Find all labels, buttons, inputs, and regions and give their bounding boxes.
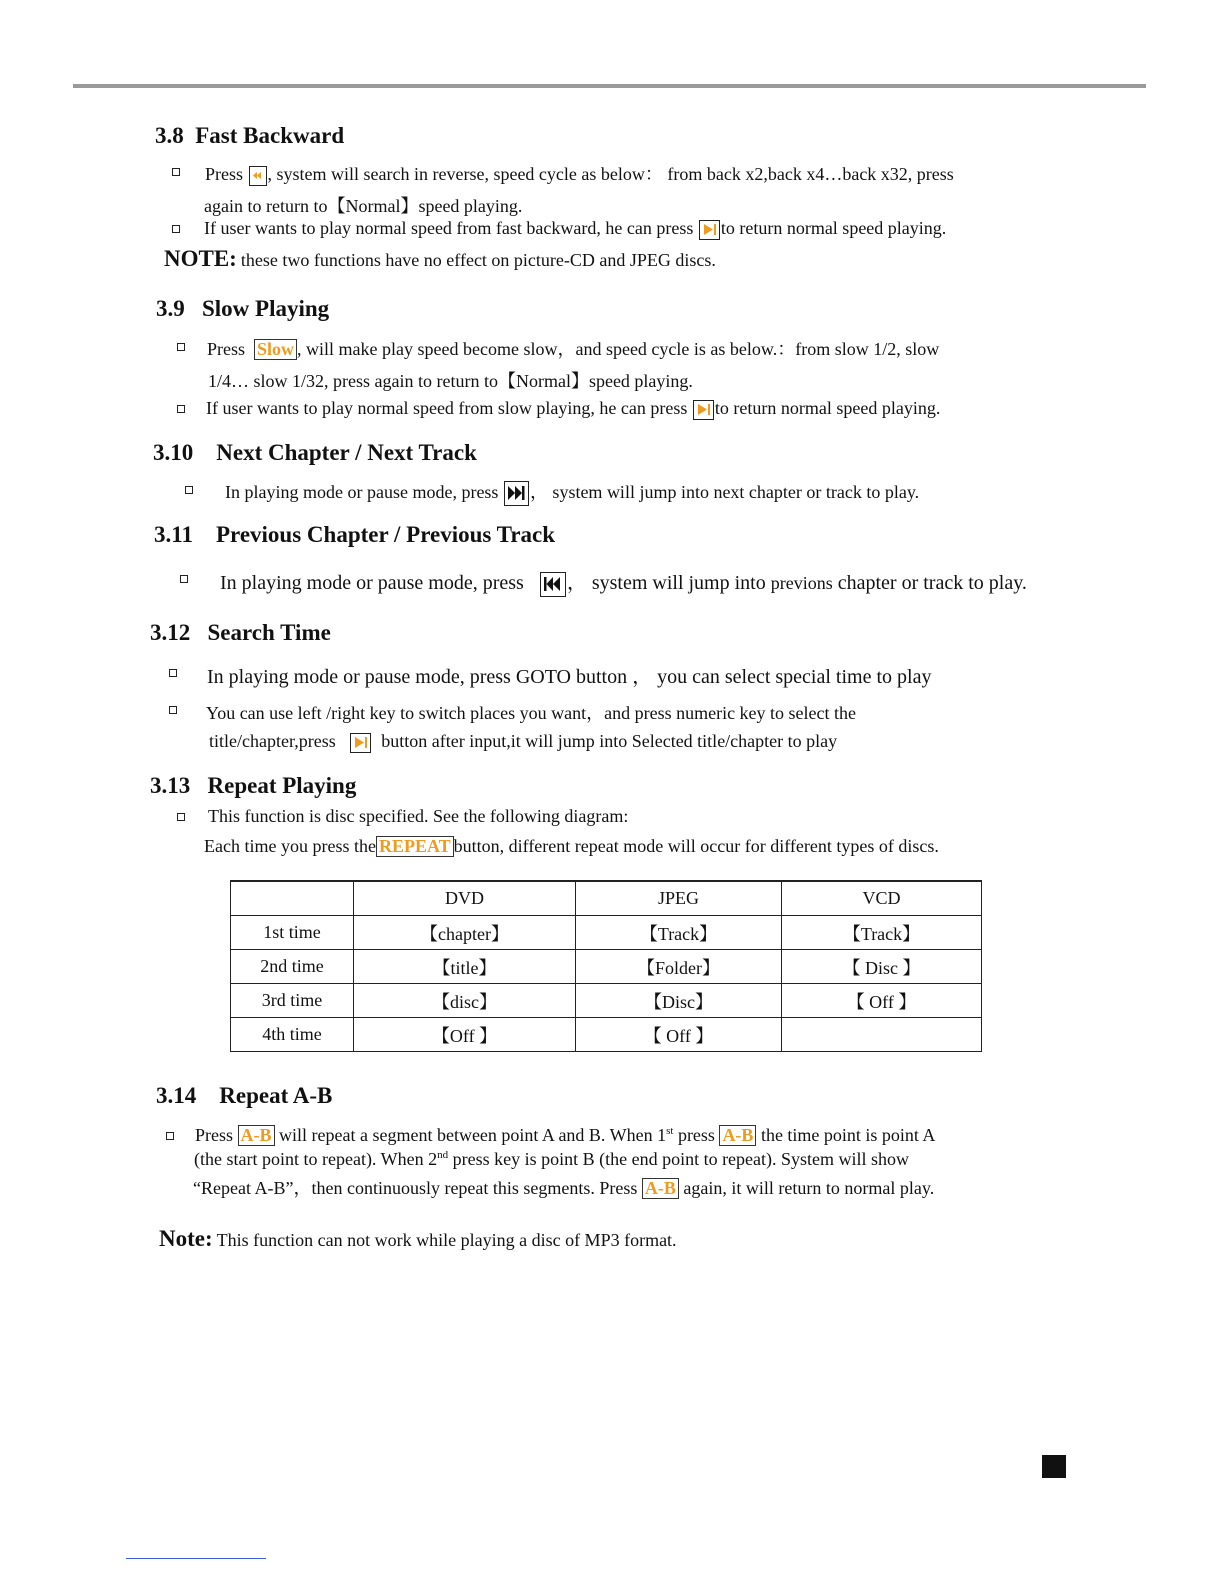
bullet-icon: [172, 225, 180, 233]
section-number: 3.8: [155, 123, 184, 148]
bullet-icon: [185, 486, 193, 494]
section-3-12-heading: 3.12 Search Time: [150, 620, 331, 645]
next-track-icon: [504, 481, 529, 506]
section-3-10-heading: 3.10 Next Chapter / Next Track: [153, 440, 477, 465]
section-3-11-heading: 3.11 Previous Chapter / Previous Track: [154, 522, 556, 547]
ab-key: A-B: [642, 1178, 679, 1199]
section-title: Fast Backward: [195, 123, 345, 148]
header-rule: [73, 84, 1146, 88]
slow-key: Slow: [254, 339, 297, 360]
s38-bullet2: If user wants to play normal speed from fast backward, he can press to return normal speed playing.: [204, 218, 947, 238]
s39-bullet1-line2: 1/4… slow 1/32, press again to return to【Normal】speed playing.: [208, 371, 693, 391]
previous-track-icon: [540, 572, 566, 597]
s312-bullet1: In playing mode or pause mode, press GOTO button ， you can select special time to play: [207, 666, 932, 688]
bullet-icon: [169, 669, 177, 677]
table-row: 1st time 【chapter】 【Track】 【Track】: [231, 916, 982, 950]
ab-key: A-B: [238, 1125, 275, 1146]
page-marker: [1042, 1455, 1066, 1478]
rewind-icon: [249, 166, 267, 186]
play-pause-icon: [699, 220, 720, 240]
table-row: 3rd time 【disc】 【Disc】 【 Off 】: [231, 984, 982, 1018]
repeat-mode-table: [230, 880, 982, 1052]
play-pause-icon: [350, 733, 371, 753]
s312-bullet2-line2: title/chapter,press button after input,it will jump into Selected title/chapter to play: [209, 731, 838, 751]
bullet-icon: [177, 343, 185, 351]
s39-bullet1: Press Slow , will make play speed become slow，and speed cycle is as below.：from slow 1/2, slow: [207, 339, 940, 359]
section-3-9-heading: 3.9 Slow Playing: [156, 296, 330, 321]
ab-key: A-B: [719, 1125, 756, 1146]
s312-bullet2: You can use left /right key to switch places you want，and press numeric key to select the: [206, 703, 857, 723]
s38-bullet1-line2: again to return to【Normal】speed playing.: [204, 196, 523, 216]
repeat-key: REPEAT: [376, 836, 454, 857]
section-3-13-heading: 3.13 Repeat Playing: [150, 773, 357, 798]
s314-note: Note: This function can not work while playing a disc of MP3 format.: [159, 1226, 677, 1251]
bullet-icon: [172, 168, 180, 176]
bullet-icon: [180, 575, 188, 583]
bullet-icon: [177, 405, 185, 413]
s313-line2: Each time you press the REPEAT button, different repeat mode will occur for different types of discs.: [204, 836, 939, 856]
table-row: 4th time 【Off 】 【 Off 】: [231, 1018, 982, 1052]
table-row: 2nd time 【title】 【Folder】 【 Disc 】: [231, 950, 982, 984]
s314-line2: (the start point to repeat). When 2nd press key is point B (the end point to repeat). System will show: [194, 1149, 910, 1169]
s313-bullet1: This function is disc specified. See the following diagram:: [208, 806, 629, 826]
s38-bullet1: Press , system will search in reverse, speed cycle as below： from back x2,back x4…back x32, press: [205, 164, 954, 184]
s314-line1: Press A-B will repeat a segment between point A and B. When 1st press A-B the time point is point A: [195, 1125, 936, 1145]
s314-line3: “Repeat A-B”，then continuously repeat this segments. Press A-B again, it will return to normal play.: [193, 1178, 935, 1198]
bullet-icon: [177, 813, 185, 821]
play-pause-icon: [693, 400, 714, 420]
s38-note: NOTE: these two functions have no effect on picture-CD and JPEG discs.: [164, 246, 716, 271]
s39-bullet2: If user wants to play normal speed from slow playing, he can press to return normal speed playing.: [206, 398, 941, 418]
table-header-row: DVD JPEG VCD: [231, 881, 982, 916]
bullet-icon: [169, 706, 177, 714]
s311-bullet1: In playing mode or pause mode, press ， system will jump into previons chapter or track to play.: [220, 566, 1027, 597]
section-3-14-heading: 3.14 Repeat A-B: [156, 1083, 333, 1108]
s310-bullet1: In playing mode or pause mode, press ， system will jump into next chapter or track to play.: [225, 478, 919, 506]
bullet-icon: [166, 1132, 174, 1140]
bottom-rule: [126, 1558, 266, 1559]
section-3-8-heading: [155, 123, 344, 149]
